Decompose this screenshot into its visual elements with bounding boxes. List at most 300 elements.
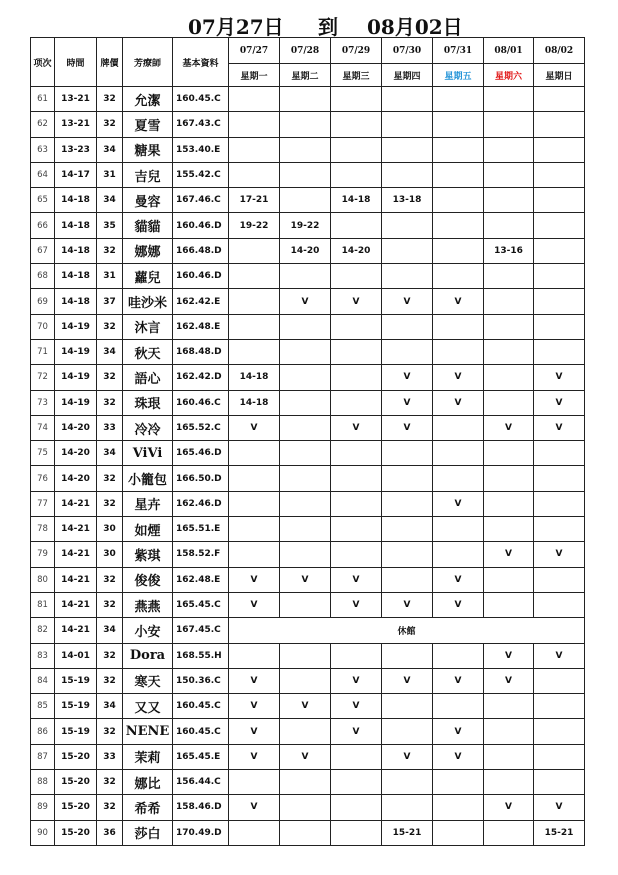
row-day-cell (229, 289, 280, 314)
header-weekday: 星期三 (331, 64, 382, 87)
row-day-cell (280, 415, 331, 440)
row-day-cell: V (229, 795, 280, 820)
row-basic-info: 170.49.D (173, 820, 229, 845)
row-day-cell: V (382, 744, 433, 769)
schedule-title (0, 11, 618, 37)
header-date: 07/27 (229, 38, 280, 64)
table-row (31, 314, 585, 339)
row-seq: 88 (31, 770, 55, 795)
row-time: 14-18 (55, 213, 97, 238)
row-card-price: 32 (97, 567, 123, 592)
row-therapist-name: 寒天 (123, 668, 173, 693)
row-card-price: 32 (97, 238, 123, 263)
table-row (31, 390, 585, 415)
row-day-cell (534, 238, 585, 263)
row-day-cell (382, 213, 433, 238)
row-day-cell (484, 770, 534, 795)
row-therapist-name: 俊俊 (123, 567, 173, 592)
row-therapist-name: 沐言 (123, 314, 173, 339)
row-day-cell: V (433, 744, 484, 769)
row-day-cell (280, 592, 331, 617)
row-basic-info: 165.45.E (173, 744, 229, 769)
row-therapist-name: 小安 (123, 618, 173, 643)
row-seq: 89 (31, 795, 55, 820)
row-card-price: 34 (97, 694, 123, 719)
row-therapist-name: 紫琪 (123, 542, 173, 567)
row-day-cell: V (331, 668, 382, 693)
row-day-cell: V (331, 694, 382, 719)
row-day-cell (229, 517, 280, 542)
title-end-date: 08月02日 (367, 15, 463, 39)
row-card-price: 37 (97, 289, 123, 314)
row-day-cell: 13-16 (484, 238, 534, 263)
row-time: 14-21 (55, 567, 97, 592)
row-day-cell (382, 466, 433, 491)
row-day-cell (484, 112, 534, 137)
row-day-cell (280, 365, 331, 390)
row-therapist-name: 珠珢 (123, 390, 173, 415)
row-day-cell (484, 314, 534, 339)
table-row (31, 643, 585, 668)
header-card: 牌價 (97, 38, 123, 87)
row-therapist-name: 秋天 (123, 339, 173, 364)
row-card-price: 32 (97, 466, 123, 491)
row-day-cell (534, 162, 585, 187)
row-day-cell (382, 643, 433, 668)
header-date: 07/29 (331, 38, 382, 64)
row-time: 14-01 (55, 643, 97, 668)
row-day-cell: V (534, 390, 585, 415)
row-day-cell (433, 112, 484, 137)
row-day-cell (280, 339, 331, 364)
header-seq: 项次 (31, 38, 55, 87)
row-day-cell: V (484, 643, 534, 668)
row-card-price: 32 (97, 390, 123, 415)
row-therapist-name: 語心 (123, 365, 173, 390)
row-time: 14-21 (55, 618, 97, 643)
row-card-price: 34 (97, 441, 123, 466)
row-seq: 66 (31, 213, 55, 238)
row-card-price: 30 (97, 542, 123, 567)
row-day-cell (280, 264, 331, 289)
row-basic-info: 166.48.D (173, 238, 229, 263)
row-day-cell (331, 491, 382, 516)
row-seq: 80 (31, 567, 55, 592)
row-therapist-name: 娜比 (123, 770, 173, 795)
row-day-cell (229, 643, 280, 668)
row-basic-info: 165.51.E (173, 517, 229, 542)
row-day-cell (229, 314, 280, 339)
row-seq: 71 (31, 339, 55, 364)
row-seq: 83 (31, 643, 55, 668)
row-day-cell (382, 795, 433, 820)
row-day-cell (433, 162, 484, 187)
row-day-cell (229, 820, 280, 845)
row-seq: 77 (31, 491, 55, 516)
row-day-cell (484, 517, 534, 542)
row-day-cell (433, 339, 484, 364)
row-day-cell: V (433, 365, 484, 390)
row-time: 13-21 (55, 112, 97, 137)
row-day-cell (433, 314, 484, 339)
row-day-cell (433, 820, 484, 845)
row-day-cell (484, 188, 534, 213)
row-therapist-name: 如煙 (123, 517, 173, 542)
row-time: 14-18 (55, 289, 97, 314)
row-card-price: 34 (97, 339, 123, 364)
row-day-cell (382, 339, 433, 364)
row-day-cell: V (534, 415, 585, 440)
row-day-cell (280, 770, 331, 795)
row-day-cell (280, 188, 331, 213)
row-day-cell (280, 112, 331, 137)
row-day-cell (331, 517, 382, 542)
row-basic-info: 150.36.C (173, 668, 229, 693)
row-seq: 62 (31, 112, 55, 137)
row-day-cell: V (433, 567, 484, 592)
table-row (31, 668, 585, 693)
row-basic-info: 158.46.D (173, 795, 229, 820)
row-day-cell (280, 643, 331, 668)
row-basic-info: 155.42.C (173, 162, 229, 187)
row-seq: 75 (31, 441, 55, 466)
row-therapist-name: 夏雪 (123, 112, 173, 137)
row-day-cell (534, 694, 585, 719)
row-seq: 74 (31, 415, 55, 440)
row-day-cell: V (382, 592, 433, 617)
row-day-cell: 14-18 (229, 390, 280, 415)
row-basic-info: 160.45.C (173, 694, 229, 719)
row-day-cell (280, 87, 331, 112)
row-day-cell (229, 264, 280, 289)
row-day-cell (382, 542, 433, 567)
row-day-cell (534, 567, 585, 592)
table-row (31, 517, 585, 542)
row-card-price: 36 (97, 820, 123, 845)
row-day-cell (534, 466, 585, 491)
row-card-price: 31 (97, 264, 123, 289)
row-basic-info: 167.45.C (173, 618, 229, 643)
row-therapist-name: 希希 (123, 795, 173, 820)
row-basic-info: 167.43.C (173, 112, 229, 137)
row-day-cell (331, 264, 382, 289)
row-day-cell: V (331, 289, 382, 314)
row-day-cell (534, 770, 585, 795)
row-day-cell (331, 542, 382, 567)
row-time: 14-21 (55, 542, 97, 567)
row-day-cell (280, 517, 331, 542)
row-card-price: 32 (97, 719, 123, 744)
row-day-cell: V (280, 567, 331, 592)
row-therapist-name: 曼容 (123, 188, 173, 213)
row-therapist-name: 娜娜 (123, 238, 173, 263)
row-card-price: 33 (97, 415, 123, 440)
row-day-cell: 14-18 (331, 188, 382, 213)
row-day-cell (484, 213, 534, 238)
row-seq: 70 (31, 314, 55, 339)
row-seq: 81 (31, 592, 55, 617)
row-day-cell: V (433, 491, 484, 516)
row-seq: 64 (31, 162, 55, 187)
row-day-cell (484, 264, 534, 289)
table-row (31, 491, 585, 516)
row-basic-info: 158.52.F (173, 542, 229, 567)
row-day-cell (280, 820, 331, 845)
row-day-cell (534, 213, 585, 238)
row-seq: 76 (31, 466, 55, 491)
row-time: 15-20 (55, 770, 97, 795)
row-basic-info: 160.45.C (173, 87, 229, 112)
row-card-price: 32 (97, 365, 123, 390)
row-seq: 87 (31, 744, 55, 769)
row-day-cell (484, 567, 534, 592)
row-time: 15-20 (55, 820, 97, 845)
row-day-cell: 19-22 (229, 213, 280, 238)
row-time: 14-18 (55, 238, 97, 263)
row-day-cell (280, 542, 331, 567)
row-day-cell: V (484, 415, 534, 440)
row-basic-info: 165.52.C (173, 415, 229, 440)
row-day-cell (433, 264, 484, 289)
row-day-cell (433, 188, 484, 213)
row-day-cell: V (280, 694, 331, 719)
row-day-cell (280, 162, 331, 187)
row-time: 14-20 (55, 441, 97, 466)
row-day-cell: V (534, 542, 585, 567)
table-row (31, 770, 585, 795)
row-day-cell (331, 795, 382, 820)
row-day-cell: V (229, 668, 280, 693)
row-day-cell (331, 770, 382, 795)
row-card-price: 35 (97, 213, 123, 238)
row-day-cell: 13-18 (382, 188, 433, 213)
row-therapist-name: 又又 (123, 694, 173, 719)
header-weekday: 星期二 (280, 64, 331, 87)
row-day-cell: V (534, 795, 585, 820)
row-day-cell (484, 390, 534, 415)
row-card-price: 32 (97, 87, 123, 112)
row-day-cell: V (382, 668, 433, 693)
row-time: 15-20 (55, 744, 97, 769)
row-day-cell: 19-22 (280, 213, 331, 238)
title-start-date: 07月27日 (188, 15, 284, 39)
row-day-cell (433, 542, 484, 567)
row-day-cell (280, 668, 331, 693)
row-day-cell: V (331, 719, 382, 744)
row-day-cell (229, 112, 280, 137)
row-day-cell (331, 466, 382, 491)
row-time: 14-19 (55, 314, 97, 339)
row-day-cell (534, 441, 585, 466)
row-therapist-name: 糖果 (123, 137, 173, 162)
row-therapist-name: 吉兒 (123, 162, 173, 187)
row-basic-info: 165.46.D (173, 441, 229, 466)
row-basic-info: 162.48.E (173, 567, 229, 592)
table-row (31, 466, 585, 491)
row-day-cell: V (433, 719, 484, 744)
row-day-cell (382, 238, 433, 263)
row-day-cell (229, 137, 280, 162)
row-day-cell (382, 719, 433, 744)
row-day-cell (229, 770, 280, 795)
header-weekday: 星期一 (229, 64, 280, 87)
row-day-cell (484, 719, 534, 744)
row-day-cell (382, 162, 433, 187)
header-date: 07/30 (382, 38, 433, 64)
row-card-price: 32 (97, 112, 123, 137)
row-day-cell (534, 339, 585, 364)
row-card-price: 32 (97, 668, 123, 693)
row-therapist-name: 莎白 (123, 820, 173, 845)
row-day-cell (229, 162, 280, 187)
row-day-cell (382, 112, 433, 137)
row-seq: 73 (31, 390, 55, 415)
row-day-cell (433, 517, 484, 542)
schedule-body (31, 87, 585, 846)
row-day-cell (484, 744, 534, 769)
table-row (31, 137, 585, 162)
row-therapist-name: 冷冷 (123, 415, 173, 440)
row-card-price: 31 (97, 162, 123, 187)
row-day-cell (534, 744, 585, 769)
row-therapist-name: 茉莉 (123, 744, 173, 769)
row-day-cell (331, 314, 382, 339)
row-day-cell (331, 162, 382, 187)
row-day-cell: V (280, 289, 331, 314)
row-time: 14-20 (55, 466, 97, 491)
table-row (31, 264, 585, 289)
row-time: 14-21 (55, 517, 97, 542)
row-day-cell (382, 770, 433, 795)
row-basic-info: 168.55.H (173, 643, 229, 668)
table-row (31, 365, 585, 390)
row-time: 14-21 (55, 491, 97, 516)
header-weekday: 星期日 (534, 64, 585, 87)
row-day-cell (534, 517, 585, 542)
row-day-cell (331, 365, 382, 390)
row-day-cell (229, 87, 280, 112)
row-time: 14-20 (55, 415, 97, 440)
row-day-cell (433, 694, 484, 719)
row-day-cell: V (484, 668, 534, 693)
row-day-cell: V (534, 643, 585, 668)
row-day-cell (484, 441, 534, 466)
header-weekday: 星期四 (382, 64, 433, 87)
row-day-cell (280, 466, 331, 491)
row-time: 13-23 (55, 137, 97, 162)
row-day-cell (534, 264, 585, 289)
row-day-cell (382, 567, 433, 592)
row-day-cell (534, 112, 585, 137)
row-time: 14-17 (55, 162, 97, 187)
row-day-cell: V (229, 694, 280, 719)
row-day-cell: 14-18 (229, 365, 280, 390)
row-basic-info: 167.46.C (173, 188, 229, 213)
row-day-cell (229, 441, 280, 466)
table-row (31, 618, 585, 643)
row-time: 14-19 (55, 390, 97, 415)
row-therapist-name: ViVi (123, 441, 173, 466)
row-day-cell (534, 491, 585, 516)
row-basic-info: 162.42.E (173, 289, 229, 314)
row-therapist-name: 燕燕 (123, 592, 173, 617)
row-day-cell (534, 87, 585, 112)
row-day-cell: 17-21 (229, 188, 280, 213)
row-card-price: 32 (97, 314, 123, 339)
row-day-cell (229, 542, 280, 567)
row-time: 13-21 (55, 87, 97, 112)
row-day-cell (280, 137, 331, 162)
row-day-cell (382, 264, 433, 289)
row-therapist-name: NENE (123, 719, 173, 744)
row-day-cell: V (433, 289, 484, 314)
table-row (31, 820, 585, 845)
table-row (31, 238, 585, 263)
row-basic-info: 160.45.C (173, 719, 229, 744)
row-card-price: 32 (97, 592, 123, 617)
row-card-price: 32 (97, 795, 123, 820)
table-row (31, 339, 585, 364)
row-day-cell (382, 87, 433, 112)
row-day-cell (433, 87, 484, 112)
row-day-cell (382, 491, 433, 516)
table-row (31, 567, 585, 592)
row-seq: 78 (31, 517, 55, 542)
row-day-cell (433, 213, 484, 238)
row-day-cell: V (382, 365, 433, 390)
title-to: 到 (318, 15, 338, 39)
table-row (31, 188, 585, 213)
row-day-cell (229, 466, 280, 491)
row-seq: 82 (31, 618, 55, 643)
row-day-cell (331, 87, 382, 112)
row-time: 15-19 (55, 668, 97, 693)
row-day-cell: V (229, 719, 280, 744)
row-day-cell (534, 188, 585, 213)
header-time: 時間 (55, 38, 97, 87)
row-day-cell (382, 137, 433, 162)
row-day-cell: 14-20 (331, 238, 382, 263)
row-day-cell (280, 491, 331, 516)
row-day-cell (331, 643, 382, 668)
row-seq: 61 (31, 87, 55, 112)
row-card-price: 34 (97, 137, 123, 162)
row-day-cell (331, 441, 382, 466)
row-basic-info: 162.48.E (173, 314, 229, 339)
row-day-cell (534, 668, 585, 693)
row-seq: 85 (31, 694, 55, 719)
row-day-cell: V (382, 289, 433, 314)
row-basic-info: 162.46.D (173, 491, 229, 516)
row-day-cell (433, 643, 484, 668)
table-row (31, 441, 585, 466)
table-row (31, 162, 585, 187)
row-therapist-name: 允潔 (123, 87, 173, 112)
row-day-cell (433, 238, 484, 263)
row-day-cell: V (229, 592, 280, 617)
row-basic-info: 153.40.E (173, 137, 229, 162)
row-time: 14-21 (55, 592, 97, 617)
row-basic-info: 156.44.C (173, 770, 229, 795)
row-day-cell: V (433, 390, 484, 415)
row-day-cell (280, 719, 331, 744)
row-card-price: 33 (97, 744, 123, 769)
row-day-cell: 15-21 (382, 820, 433, 845)
row-seq: 79 (31, 542, 55, 567)
row-day-cell (331, 390, 382, 415)
schedule-table (30, 37, 585, 846)
row-day-cell (534, 719, 585, 744)
